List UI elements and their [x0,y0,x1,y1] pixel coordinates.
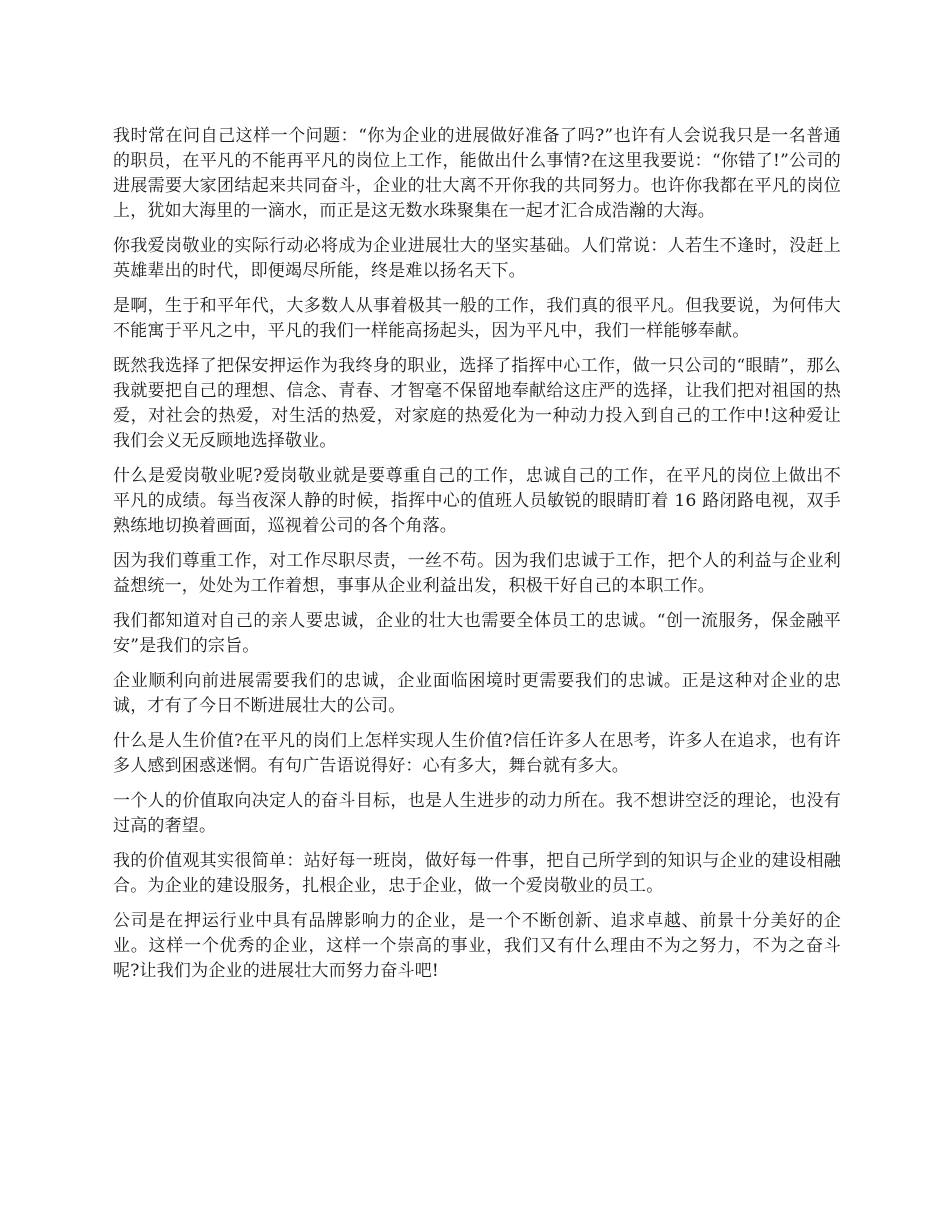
paragraph: 你我爱岗敬业的实际行动必将成为企业进展壮大的坚实基础。人们常说：人若生不逢时，没赶上英雄辈出的时代，即便竭尽所能，终是难以扬名天下。 [113,236,841,281]
paragraph: 我的价值观其实很简单：站好每一班岗，做好每一件事，把自己所学到的知识与企业的建设相融合。为企业的建设服务，扎根企业，忠于企业，做一个爱岗敬业的员工。 [113,851,841,896]
paragraph: 什么是人生价值?在平凡的岗们上怎样实现人生价值?信任许多人在思考，许多人在追求，也有许多人感到困惑迷惘。有句广告语说得好：心有多大，舞台就有多大。 [113,731,841,776]
paragraph: 我们都知道对自己的亲人要忠诚，企业的壮大也需要全体员工的忠诚。“创一流服务，保金融平安”是我们的宗旨。 [113,611,841,656]
paragraph: 什么是爱岗敬业呢?爱岗敬业就是要尊重自己的工作，忠诚自己的工作，在平凡的岗位上做出不平凡的成绩。每当夜深人静的时候，指挥中心的值班人员敏锐的眼睛盯着 16 路闭路电视，双手熟练地切换着画面，巡视着公司的各个角落。 [113,466,841,536]
paragraph: 我时常在问自己这样一个问题：“你为企业的进展做好准备了吗?”也许有人会说我只是一名普通的职员，在平凡的不能再平凡的岗位上工作，能做出什么事情?在这里我要说：“你错了!”公司的进展需要大家团结起来共同奋斗，企业的壮大离不开你我的共同努力。也许你我都在平凡的岗位上，犹如大海里的一滴水，而正是这无数水珠聚集在一起才汇合成浩瀚的大海。 [113,126,841,221]
paragraph: 是啊，生于和平年代，大多数人从事着极其一般的工作，我们真的很平凡。但我要说，为何伟大不能寓于平凡之中，平凡的我们一样能高扬起头，因为平凡中，我们一样能够奉献。 [113,296,841,341]
paragraph: 一个人的价值取向决定人的奋斗目标，也是人生进步的动力所在。我不想讲空泛的理论，也没有过高的奢望。 [113,791,841,836]
document-body [113,124,841,994]
paragraph: 因为我们尊重工作，对工作尽职尽责，一丝不苟。因为我们忠诚于工作，把个人的利益与企业利益想统一，处处为工作着想，事事从企业利益出发，积极干好自己的本职工作。 [113,551,841,596]
paragraph: 企业顺利向前进展需要我们的忠诚，企业面临困境时更需要我们的忠诚。正是这种对企业的忠诚，才有了今日不断进展壮大的公司。 [113,671,841,716]
paragraph: 公司是在押运行业中具有品牌影响力的企业，是一个不断创新、追求卓越、前景十分美好的企业。这样一个优秀的企业，这样一个崇高的事业，我们又有什么理由不为之努力，不为之奋斗呢?让我们为企业的进展壮大而努力奋斗吧! [113,911,841,981]
paragraph: 既然我选择了把保安押运作为我终身的职业，选择了指挥中心工作，做一只公司的“眼睛”，那么我就要把自己的理想、信念、青春、才智毫不保留地奉献给这庄严的选择，让我们把对祖国的热爱，对社会的热爱，对生活的热爱，对家庭的热爱化为一种动力投入到自己的工作中!这种爱让我们会义无反顾地选择敬业。 [113,356,841,451]
